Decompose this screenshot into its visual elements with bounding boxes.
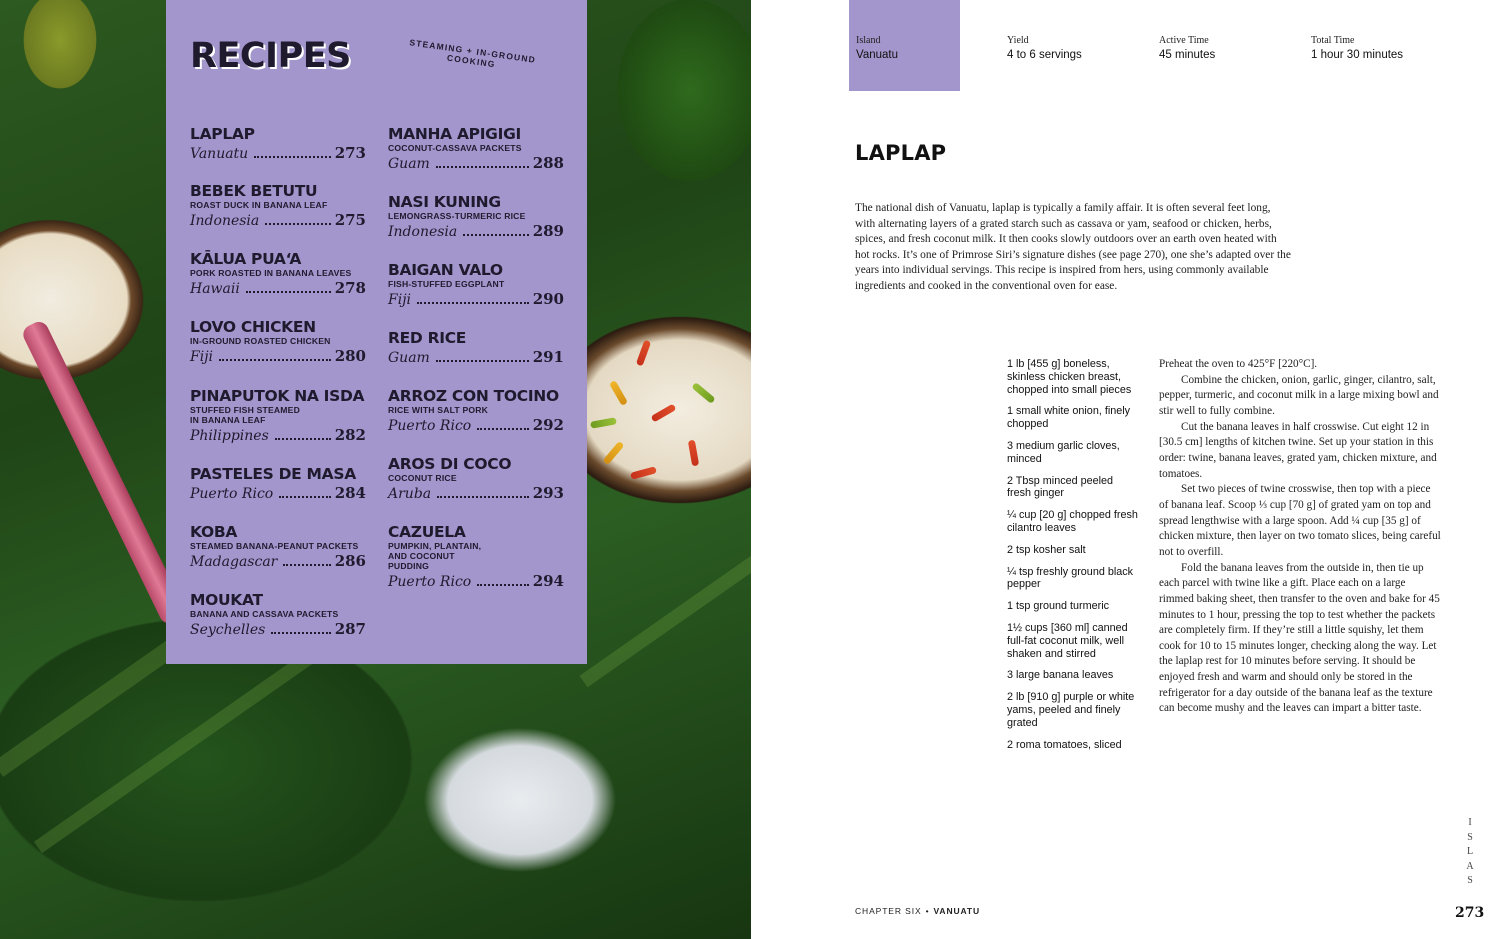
page-number: 273: [1455, 905, 1485, 921]
recipe-description: RICE WITH SALT PORK: [388, 405, 489, 415]
active-time-label: Active Time: [1159, 35, 1209, 46]
footer-bullet: •: [925, 906, 930, 916]
recipe-region: Vanuatu: [190, 146, 249, 162]
method-step: Fold the banana leaves from the outside in, then tie up each parcel with twine like a gift. Place each on a large rimmed baking sheet, then transfer to the oven and bake for 45 minutes to 1 hour, pressing the top to test whether the packets are completely firm. If they’re still a little squishy, let them cook for 10 to 15 minutes longer, checking along the way. Let the laplap rest for 10 minutes before serving. It should be enjoyed fresh and warm and should only be stored in the refrigerator for a day outside of the banana leaf as the texture can become mushy and the leaves can impart a bitter taste.: [1159, 561, 1440, 715]
recipe-page-number: 280: [334, 347, 366, 365]
ingredient-item: 1½ cups [360 ml] canned full-fat coconut milk, well shaken and stirred: [1007, 621, 1128, 660]
island-label: Island: [856, 35, 881, 46]
recipe-region: Aruba: [388, 486, 432, 502]
recipe-page-number: 284: [334, 484, 366, 502]
chili-pepper: [609, 380, 628, 406]
ingredient-item: ¼ cup [20 g] chopped fresh cilantro leaves: [1007, 509, 1138, 534]
recipe-entry[interactable]: [388, 456, 564, 502]
chili-pepper: [630, 466, 657, 479]
recipe-description: IN-GROUND ROASTED CHICKEN: [190, 336, 331, 346]
recipe-region: Philippines: [190, 428, 269, 444]
recipe-description: PUMPKIN, PLANTAIN, AND COCONUT PUDDING: [388, 541, 482, 571]
chili-pepper: [691, 382, 715, 404]
recipe-region: Puerto Rico: [388, 418, 472, 434]
yield-value: 4 to 6 servings: [1007, 49, 1082, 61]
island-value: Vanuatu: [856, 49, 898, 61]
recipe-name: LAPLAP: [190, 125, 255, 143]
recipe-region: Fiji: [388, 292, 412, 308]
recipe-page-number: 286: [334, 552, 366, 570]
recipe-name: PASTELES DE MASA: [190, 465, 356, 483]
chili-pepper: [636, 340, 651, 367]
recipes-subheading: STEAMING + IN-GROUND COOKING: [408, 37, 537, 70]
recipe-entry[interactable]: [388, 524, 564, 590]
side-letter: I: [1468, 817, 1472, 828]
leader-dots: [436, 360, 529, 362]
recipe-entry[interactable]: [190, 319, 366, 365]
side-letter: S: [1467, 831, 1473, 843]
recipe-entry[interactable]: [190, 251, 366, 297]
recipe-name: KOBA: [190, 523, 238, 541]
chili-pepper: [688, 440, 699, 467]
recipe-name: BEBEK BETUTU: [190, 182, 318, 200]
recipe-name: MOUKAT: [190, 591, 263, 609]
right-page: [751, 0, 1500, 939]
section-label: VANUATU: [933, 906, 981, 916]
recipe-page-number: 278: [334, 279, 366, 297]
leader-dots: [271, 632, 330, 634]
recipe-name: NASI KUNING: [388, 193, 501, 211]
leader-dots: [463, 234, 528, 236]
recipe-page-number: 273: [334, 144, 366, 162]
ingredient-item: 2 lb [910 g] purple or white yams, peeled and finely grated: [1007, 691, 1135, 729]
active-time-value: 45 minutes: [1159, 49, 1216, 61]
running-footer: [855, 906, 980, 916]
ingredient-item: 2 tsp kosher salt: [1007, 543, 1086, 556]
recipe-region: Guam: [388, 350, 430, 366]
leader-dots: [477, 584, 528, 586]
recipe-name: LOVO CHICKEN: [190, 318, 316, 336]
recipe-page-number: 288: [532, 154, 564, 172]
side-tab-islas: [1465, 816, 1475, 889]
recipe-name: KĀLUA PUA‘A: [190, 250, 302, 268]
recipe-region: Fiji: [190, 349, 214, 365]
ingredient-list: [1007, 358, 1139, 760]
chapter-label: CHAPTER SIX: [855, 906, 922, 916]
chili-pepper: [602, 441, 624, 465]
recipe-region: Indonesia: [190, 213, 260, 229]
recipe-page-number: 287: [334, 620, 366, 638]
recipe-entry[interactable]: [190, 388, 366, 444]
recipe-entry[interactable]: [388, 262, 564, 308]
leader-dots: [283, 564, 330, 566]
recipe-entry[interactable]: [190, 183, 366, 229]
recipe-page-number: 292: [532, 416, 564, 434]
recipe-name: CAZUELA: [388, 523, 466, 541]
total-time-value: 1 hour 30 minutes: [1311, 49, 1404, 61]
ingredient-item: 1 lb [455 g] boneless, skinless chicken breast, chopped into small pieces: [1007, 358, 1132, 396]
recipe-entry[interactable]: [190, 466, 366, 502]
chili-pepper: [590, 417, 617, 428]
recipe-entry[interactable]: [190, 126, 366, 162]
recipe-description: ROAST DUCK IN BANANA LEAF: [190, 200, 328, 210]
recipe-description: BANANA AND CASSAVA PACKETS: [190, 609, 339, 619]
recipe-entry[interactable]: [190, 592, 366, 638]
ingredient-item: 1 small white onion, finely chopped: [1007, 405, 1131, 431]
recipe-description: LEMONGRASS-TURMERIC RICE: [388, 211, 526, 221]
recipe-region: Puerto Rico: [388, 574, 472, 590]
recipe-description: PORK ROASTED IN BANANA LEAVES: [190, 268, 352, 278]
leader-dots: [477, 428, 528, 430]
leader-dots: [219, 359, 331, 361]
recipe-page-number: 290: [532, 290, 564, 308]
recipe-page-number: 289: [532, 222, 564, 240]
recipe-entry[interactable]: [388, 388, 564, 434]
leader-dots: [417, 302, 529, 304]
recipe-entry[interactable]: [388, 126, 564, 172]
ingredient-item: 2 Tbsp minced peeled fresh ginger: [1007, 474, 1114, 500]
yield-label: Yield: [1007, 35, 1029, 46]
recipe-name: PINAPUTOK NA ISDA: [190, 387, 365, 405]
method-step: Preheat the oven to 425°F [220°C].: [1159, 358, 1318, 370]
recipe-intro: The national dish of Vanuatu, laplap is typically a family affair. It is often several feet long, with alternating layers of a grated starch such as cassava or yam, seafood or chicken, herbs, spices, and fresh coconut milk. It then cooks slowly outdoors over an earth oven heated with hot rocks. It’s one of Primrose Siri’s signature dishes (see page 270), one she’s adapted over the years into individual servings. This recipe is inspired from hers, using commonly available ingredients and cooked in the conventional oven for ease.: [855, 202, 1291, 292]
recipe-title: LAPLAP: [855, 141, 947, 165]
recipe-region: Puerto Rico: [190, 486, 274, 502]
method-step: Combine the chicken, onion, garlic, ginger, cilantro, salt, pepper, turmeric, and coconut milk in a large mixing bowl and stir well to fully combine.: [1159, 373, 1439, 417]
leader-dots: [275, 438, 331, 440]
side-letter: A: [1466, 860, 1474, 872]
leader-dots: [246, 291, 331, 293]
leader-dots: [436, 166, 529, 168]
recipe-name: AROS DI COCO: [388, 455, 512, 473]
ingredient-item: 1 tsp ground turmeric: [1007, 600, 1110, 613]
leader-dots: [254, 156, 330, 158]
recipe-region: Hawaii: [190, 281, 240, 297]
recipe-entry[interactable]: [388, 330, 564, 366]
recipe-description: STUFFED FISH STEAMED IN BANANA LEAF: [190, 405, 300, 425]
recipe-name: RED RICE: [388, 329, 467, 347]
recipe-name: ARROZ CON TOCINO: [388, 387, 559, 405]
total-time-label: Total Time: [1311, 35, 1355, 46]
ingredient-item: 2 roma tomatoes, sliced: [1007, 738, 1122, 751]
recipe-entry[interactable]: [388, 194, 564, 240]
recipe-page-number: 275: [334, 211, 366, 229]
chili-pepper: [650, 403, 676, 422]
recipe-region: Seychelles: [190, 622, 266, 638]
ingredient-item: ¼ tsp freshly ground black pepper: [1007, 565, 1134, 591]
method-step: Cut the banana leaves in half crosswise. Cut eight 12 in [30.5 cm] lengths of kitchen twine. Set up your station in this order: twine, banana leaves, grated yam, chicken mixture, and tomatoes.: [1159, 420, 1437, 480]
ingredient-item: 3 large banana leaves: [1007, 669, 1114, 682]
recipes-index-panel: [166, 0, 587, 664]
recipe-description: COCONUT-CASSAVA PACKETS: [388, 143, 522, 153]
leader-dots: [265, 223, 330, 225]
recipe-description: STEAMED BANANA-PEANUT PACKETS: [190, 541, 359, 551]
method-text: [1159, 357, 1441, 717]
recipe-region: Madagascar: [190, 554, 278, 570]
side-letter: S: [1467, 875, 1473, 886]
recipe-description: FISH-STUFFED EGGPLANT: [388, 279, 505, 289]
method-step: Set two pieces of twine crosswise, then top with a piece of banana leaf. Scoop ⅓ cup [70 g] of grated yam on top and spread lengthwise with a large spoon. Add ¼ cup [35 g] of chicken mixture, then layer on two tomato slices, being careful not to overfill.: [1159, 483, 1441, 558]
recipe-region: Guam: [388, 156, 430, 172]
leader-dots: [279, 496, 330, 498]
leader-dots: [437, 496, 529, 498]
recipe-region: Indonesia: [388, 224, 458, 240]
recipe-page-number: 291: [532, 348, 564, 366]
recipe-page-number: 282: [334, 426, 366, 444]
recipe-name: BAIGAN VALO: [388, 261, 503, 279]
ingredient-item: 3 medium garlic cloves, minced: [1007, 439, 1120, 465]
banana-leaf-vein: [579, 527, 751, 688]
recipe-page-number: 293: [532, 484, 564, 502]
side-letter: L: [1466, 846, 1474, 857]
lemongrass-stalk: [20, 319, 188, 627]
recipes-heading: RECIPES: [190, 36, 351, 76]
recipe-entry[interactable]: [190, 524, 366, 570]
recipe-name: MANHA APIGIGI: [388, 125, 521, 143]
recipe-page-number: 294: [532, 572, 564, 590]
recipe-description: COCONUT RICE: [388, 473, 457, 483]
